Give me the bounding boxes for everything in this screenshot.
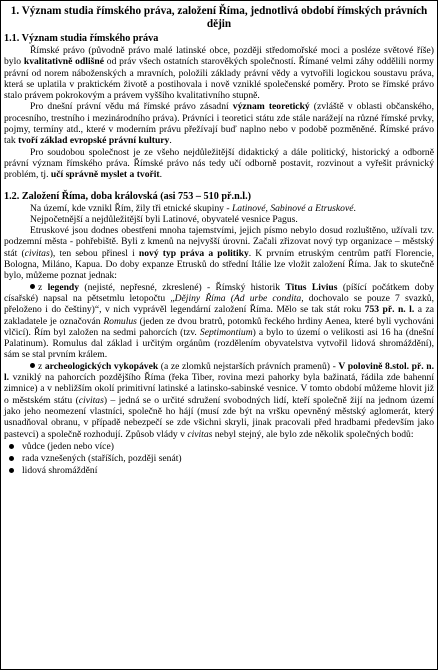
paragraph: Na území, kde vznikl Řím, žily tři etnické skupiny - Latinové, Sabinové a Etruskové. bbox=[30, 202, 356, 214]
list-item: rada vznešených (staříších, později senát) bbox=[4, 453, 434, 464]
list-item: lidová shromáždění bbox=[4, 465, 434, 476]
paragraph: Pro dnešní právní vědu má římské právo zásadní význam teoretický (zvláště v oblasti občanského, procesního, trestního i mezinárodního práva). Právníci i teoretici státu zde stále narážejí na různé římské prvky, pojmy, termíny atd., které v moderním právu přežívají buď naplno nebo v podobě pozměněné. Římské právo tak tvoří základ evropské právní kultury. bbox=[4, 101, 434, 147]
paragraph: Nejpočetnější a nejdůležitější byli Latinové, obyvatelé vesnice Pagus. bbox=[30, 213, 298, 225]
section-heading-2: 1.2. Založení Říma, doba královská (asi 753 – 510 př.n.l.) bbox=[4, 190, 252, 202]
section-heading-1: 1.1. Význam studia římského práva bbox=[4, 33, 159, 44]
bullet-paragraph-legend bbox=[4, 282, 434, 361]
bullet-text: z legendy (nejisté, nepřesné, zkreslené) - Římský historik Titus Livius (píšící počátkem doby císařské) napsal na pětsetmlu letopočtu „Dějiny Říma (Ad urbe condita, dochovalo se pouze 7 svazků, přeloženo i do češtiny)“, v nich vyprávěl legendární založení Říma. Mělo se tak stát roku 753 př. n. l. a za zakladatele je označován Romulus (jeden ze dvou bratrů, potomků řeckého hrdiny Aenea, které byli vychováni vlčicí). Řím byl založen na sedmi pahorcích (tzv. Septimontium) a bylo to území o velikosti asi 16 ha (dnešní Palatinum). Romulus dal základ i určitým orgánům (rozdělením obyvatelstva vytvořil lidová shromáždění), sám se stal prvním králem. bbox=[4, 281, 434, 361]
bullet-icon bbox=[30, 363, 35, 368]
bullet-icon bbox=[30, 284, 35, 289]
chapter-title: 1. Význam studia římského práva, založení Říma, jednotlivá období římských právních dějin bbox=[10, 5, 428, 30]
bullet-list bbox=[4, 441, 434, 477]
bullet-text: z archeologických vykopávek (a ze zlomků nejstarších právních pramenů) - V polovině 8.stol. př. n. l. vzniklý na pahorcích pozdějšího Říma (řeka Tiber, rovina mezi pahorky byla bažinatá, řádila zde bahenní zimnice) a v nebližším okolí primitivní latinské a latinsko-sabinské vesnice. V tomto období můžeme hlovit již o městském státu (civitas) – jedná se o určité sdružení svobodných lidí, kteří společně žijí na jednom území jako jeho neomezení vlastníci, společně ho hájí (musí zde být na vršku opevněný městský aglomerát, který usnadňoval obranu, v případě nebezpečí se zde všichni skryli, jinak pracovali před hradbami především jako pastevci) a společně rozhodují. Způsob vlády v civitas nebyl stejný, ale bylo zde několik společných bodů: bbox=[4, 360, 434, 440]
bullet-paragraph-archeology bbox=[4, 361, 434, 440]
list-item: vůdce (jeden nebo více) bbox=[4, 441, 434, 452]
paragraph: Římské právo (původně právo malé latinské obce, později středomořské moci a posléze světové říše) bylo kvalitativně odlišné od práv všech ostatních starověkých společností. Římané velmi záhy oddělili normy právní od norem náboženských a mravních, položili základy právní vědy a vytvořili logickou soustavu práva, která se uplatila v praktickém životě a postihovala i nově vzniklé společenské poměry. Proto se římské právo stalo právem pokrokovým a právem vyššího kvalitativního stupně. bbox=[4, 45, 434, 102]
paragraph: Pro soudobou společnost je ze všeho nejdůležitější didaktický a dále politický, historický a odborně právní význam římského práva. Římské právo nás tedy učí odborně postavit, rozvinout a vyřešit právnický problém, tj. učí správně myslet a tvořit. bbox=[4, 146, 434, 181]
paragraph: Etruskové jsou dodnes obestřeni mnoha tajemstvími, jejich písmo nebylo dosud rozluštěno, užívali tzv. podzemní města - pohřebiště. Byli z kmenů na nejvyšší úrovni. Začali zřizovat nový typ organizace – městský stát (civitas), ten sebou přinesl i nový typ práva a politiky. K prvním etruským centrům patří Florencie, Bologna, Miláno, Kapua. Do doby expanze Etrusků do střední Itálie lze vložit založení Říma. Jak to skutečně bylo, můžeme poznat jednak: bbox=[4, 225, 435, 282]
